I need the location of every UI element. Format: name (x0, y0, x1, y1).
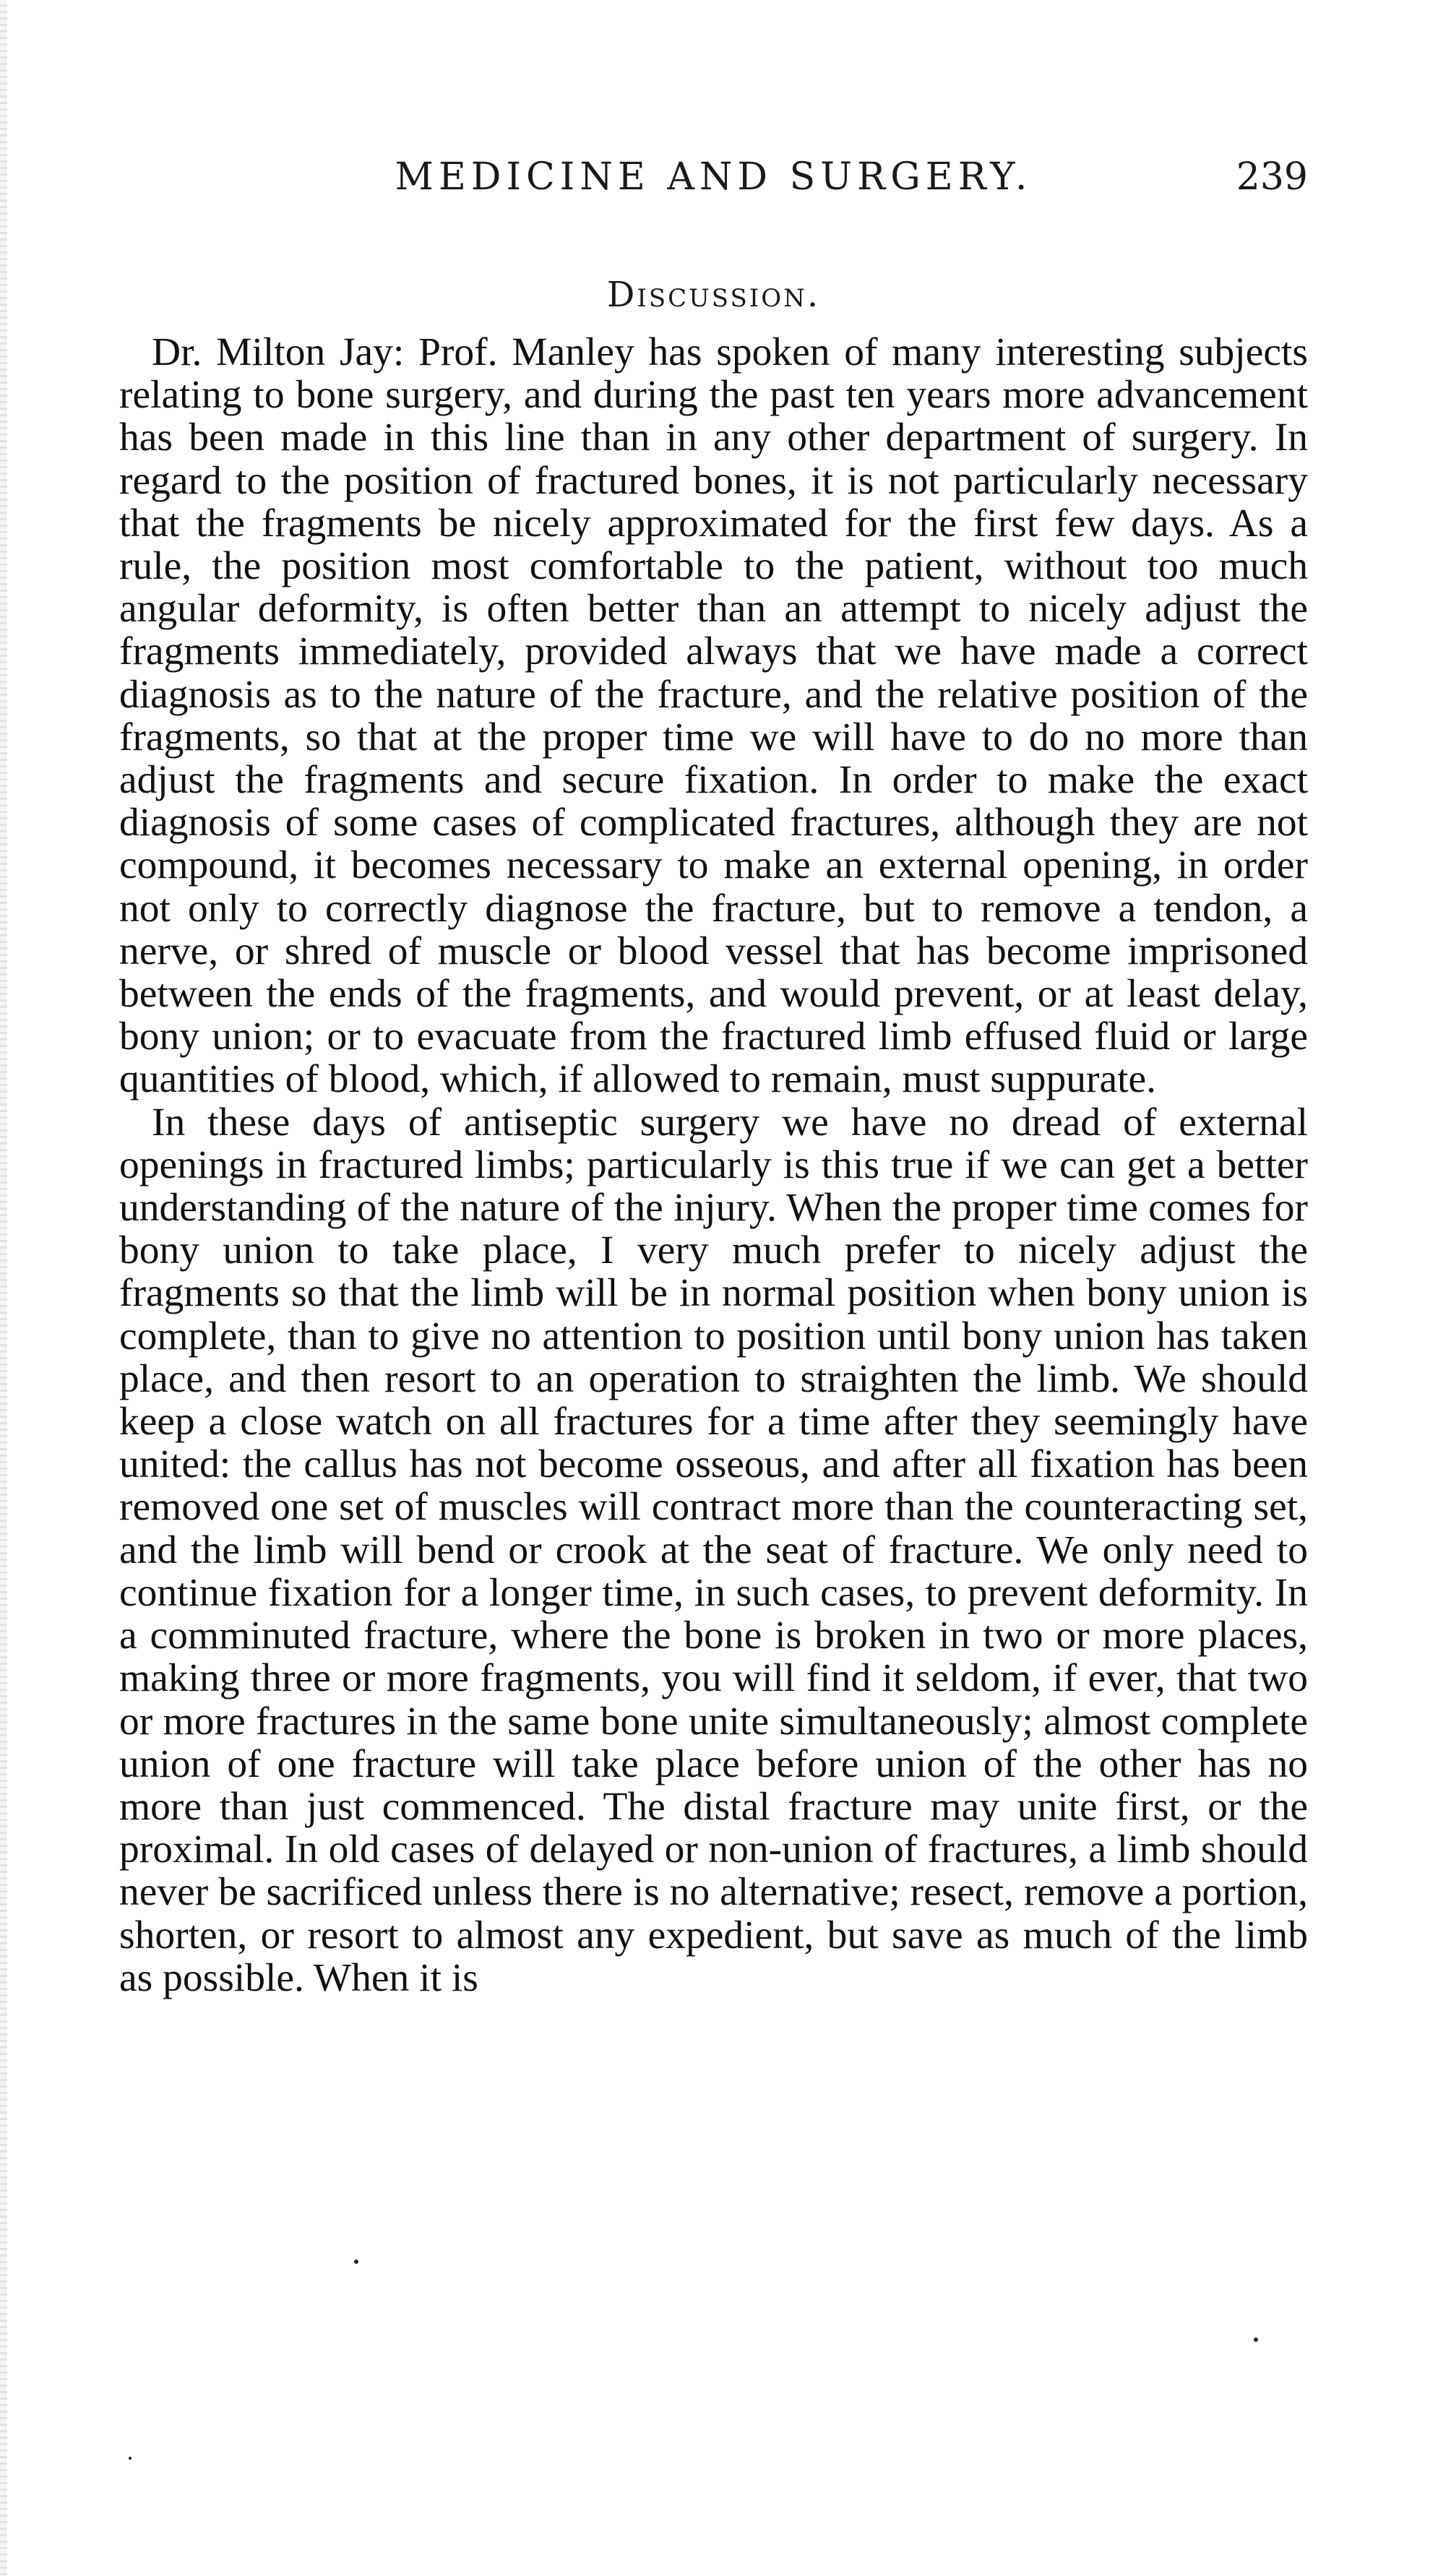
page-header (119, 155, 1308, 220)
running-head: MEDICINE AND SURGERY. (395, 155, 1033, 199)
page-number: 239 (1236, 155, 1308, 199)
section-heading: Discussion. (606, 275, 821, 315)
print-speck (354, 2260, 358, 2264)
paragraph: In these days of antiseptic surgery we have no dread of external openings in fractured limbs; particularly is this true if we can get a better understanding of the nature of the injury. When the proper time comes for bony union to take place, I very much prefer to nicely adjust the fragments so that the limb will be in normal position when bony union is complete, than to give no attention to position until bony union has taken place, and then resort to an operation to straighten the limb. We should keep a close watch on all fractures for a time after they seemingly have united: the callus has not become osseous, and after all fixation has been removed one set of muscles will contract more than the counteracting set, and the limb will bend or crook at the seat of fracture. We only need to continue fixation for a longer time, in such cases, to prevent deformity. In a comminuted fracture, where the bone is broken in two or more places, making three or more fragments, you will find it seldom, if ever, that two or more fractures in the same bone unite simultaneously; almost complete union of one fracture will take place before union of the other has no more than just commenced. The distal fracture may unite first, or the proximal. In old cases of delayed or non-union of fractures, a limb should never be sacrificed unless there is no alternative; resect, remove a portion, shorten, or resort to almost any expedient, but save as much of the limb as possible. When it is (119, 1100, 1308, 2000)
page-gutter-edge (0, 0, 7, 2576)
body-text (119, 331, 1308, 1999)
paragraph: Dr. Milton Jay: Prof. Manley has spoken of many interesting subjects relating to bone surgery, and during the past ten years more advancement has been made in this line than in any other department of surgery. In regard to the position of fractured bones, it is not particularly necessary that the fragments be nicely approximated for the first few days. As a rule, the position most comfortable to the patient, without too much angular deformity, is often better than an attempt to nicely adjust the fragments immediately, provided always that we have made a correct diagnosis as to the nature of the fracture, and the relative position of the fragments, so that at the proper time we will have to do no more than adjust the fragments and secure fixation. In order to make the exact diagnosis of some cases of complicated fractures, although they are not compound, it becomes necessary to make an external opening, in order not only to correctly diagnose the fracture, but to remove a tendon, a nerve, or shred of muscle or blood vessel that has become imprisoned between the ends of the fragments, and would prevent, or at least delay, bony union; or to evacuate from the fractured limb effused fluid or large quantities of blood, which, if allowed to remain, must suppurate. (119, 330, 1308, 1102)
print-speck (1254, 2338, 1258, 2342)
print-speck (129, 2457, 132, 2460)
